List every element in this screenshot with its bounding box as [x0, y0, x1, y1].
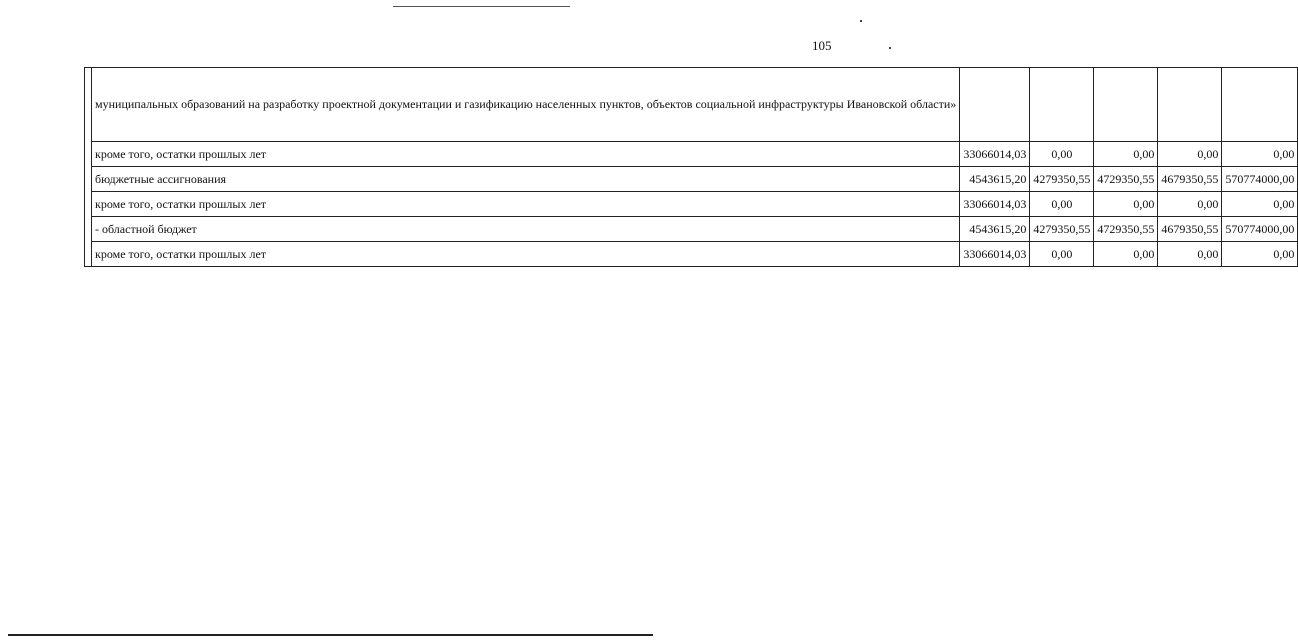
value-cell: 570774000,00: [1222, 217, 1298, 242]
empty-cell: [1222, 68, 1298, 142]
empty-cell: [1094, 68, 1158, 142]
empty-cell: [1158, 68, 1222, 142]
value-cell: 33066014,03: [960, 142, 1030, 167]
empty-cell: [1030, 68, 1094, 142]
empty-cell: [960, 68, 1030, 142]
value-cell: 4679350,55: [1158, 217, 1222, 242]
table-row: [85, 167, 1298, 192]
row-label: - областной бюджет: [92, 217, 960, 242]
left-merged-cell: [85, 68, 92, 267]
table-row: [85, 217, 1298, 242]
row-label: кроме того, остатки прошлых лет: [92, 242, 960, 267]
value-cell: 0,00: [1094, 242, 1158, 267]
value-cell: 4279350,55: [1030, 217, 1094, 242]
value-cell: 0,00: [1158, 142, 1222, 167]
value-cell: 0,00: [1030, 142, 1094, 167]
value-cell: 4543615,20: [960, 217, 1030, 242]
page-number: 105: [812, 38, 832, 53]
table-row: [85, 142, 1298, 167]
value-cell: 4543615,20: [960, 167, 1030, 192]
value-cell: 0,00: [1030, 242, 1094, 267]
table-row: [85, 242, 1298, 267]
value-cell: 33066014,03: [960, 192, 1030, 217]
table-row: [85, 192, 1298, 217]
row-label: кроме того, остатки прошлых лет: [92, 142, 960, 167]
value-cell: 33066014,03: [960, 242, 1030, 267]
value-cell: 570774000,00: [1222, 167, 1298, 192]
value-cell: 0,00: [1094, 142, 1158, 167]
value-cell: 0,00: [1158, 192, 1222, 217]
value-cell: 0,00: [1222, 192, 1298, 217]
value-cell: 0,00: [1158, 242, 1222, 267]
value-cell: 4729350,55: [1094, 167, 1158, 192]
value-cell: 4679350,55: [1158, 167, 1222, 192]
table-row: [85, 68, 1298, 142]
value-cell: 4279350,55: [1030, 167, 1094, 192]
value-cell: 4729350,55: [1094, 217, 1158, 242]
scan-speck: [889, 47, 891, 49]
scan-speck: [860, 20, 862, 22]
row-label: бюджетные ассигнования: [92, 167, 960, 192]
value-cell: 0,00: [1030, 192, 1094, 217]
budget-table: [84, 67, 1298, 267]
value-cell: 0,00: [1222, 242, 1298, 267]
bottom-decorative-rule: [8, 634, 653, 636]
description-cell: муниципальных образований на разработку проектной документации и газификацию населенных пунктов, объектов социальной инфраструктуры Ивановской области»: [92, 68, 960, 142]
value-cell: 0,00: [1094, 192, 1158, 217]
top-decorative-rule: [393, 6, 570, 7]
value-cell: 0,00: [1222, 142, 1298, 167]
row-label: кроме того, остатки прошлых лет: [92, 192, 960, 217]
